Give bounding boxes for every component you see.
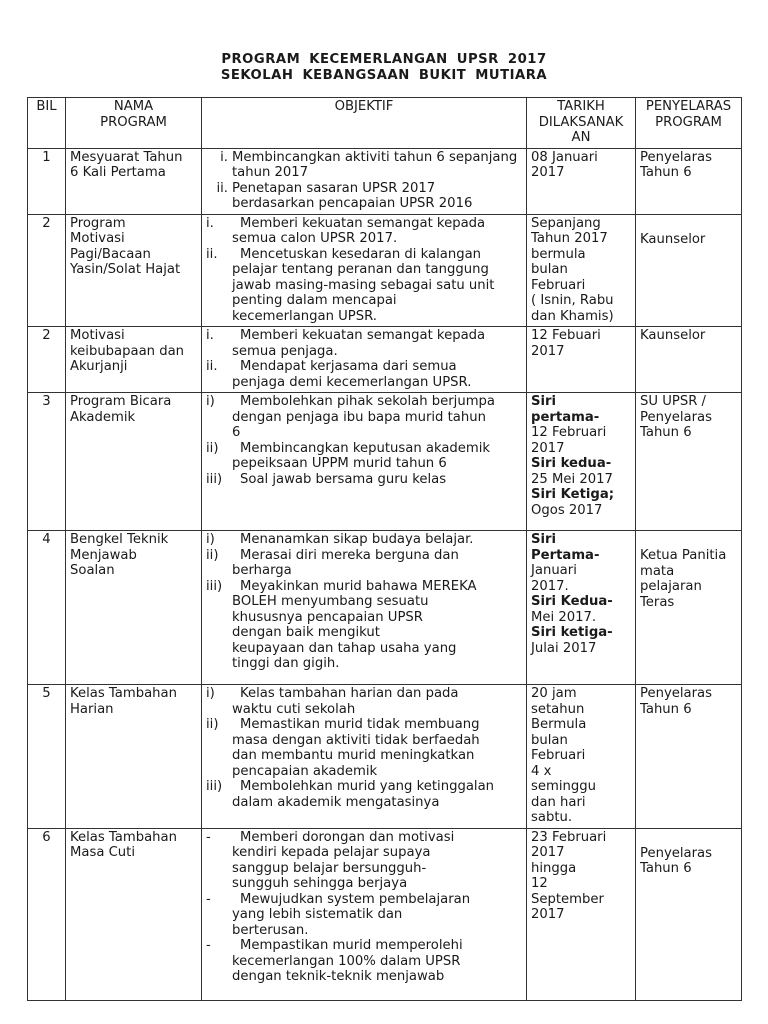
objective-line: Menanamkan sikap budaya belajar. (240, 532, 474, 547)
program-name-line: Menjawab (70, 547, 137, 563)
objective-line: yang lebih sistematik dan (232, 907, 403, 922)
date-line (531, 394, 631, 410)
header-penyelaras (636, 98, 742, 149)
date-line-bold: Siri kedua- (531, 456, 612, 471)
header-nama-line: NAMA (113, 99, 154, 114)
program-name-line: Program (70, 215, 126, 231)
cell-penyelaras (636, 685, 742, 829)
program-table (27, 97, 742, 1001)
coordinator-line: Ketua Panitia (640, 548, 727, 563)
objective-text (232, 359, 522, 390)
objective-marker: i. (220, 149, 228, 165)
table-header-row (28, 98, 742, 149)
cell-tarikh (527, 531, 636, 685)
objective-line: sanggup belajar bersungguh- (232, 860, 427, 876)
date-line: dan Khamis) (531, 308, 614, 324)
cell-bil: 4 (28, 531, 66, 685)
objective-item (206, 216, 522, 247)
cell-penyelaras (636, 531, 742, 685)
objective-line: 6 (232, 425, 241, 440)
objective-item (206, 532, 522, 548)
date-line: September (531, 891, 604, 907)
date-line: hingga (531, 860, 577, 876)
coordinator-line: mata (640, 563, 675, 579)
cell-objektif (202, 531, 527, 685)
objective-text (232, 579, 522, 672)
date-line (531, 548, 631, 564)
date-line-bold: Siri Ketiga; (531, 487, 615, 502)
header-nama-program (66, 98, 202, 149)
objective-line: Soal jawab bersama guru kelas (240, 471, 447, 487)
objective-line: Memberi kekuatan semangat kepada (240, 215, 486, 231)
coordinator-line: Penyelaras (640, 149, 712, 165)
header-tarikh-line: AN (571, 130, 591, 145)
objective-line: Membolehkan pihak sekolah berjumpa (240, 394, 495, 409)
objective-marker: ii) (206, 717, 219, 732)
cell-nama-program (66, 327, 202, 393)
date-line: seminggu (531, 779, 596, 794)
objective-line: Memberi kekuatan semangat kepada (240, 328, 486, 343)
objective-text (232, 216, 522, 247)
objective-line: Penetapan sasaran UPSR 2017 (232, 180, 436, 196)
objective-line: berdasarkan pencapaian UPSR 2016 (232, 196, 473, 211)
objective-marker: - (206, 891, 211, 907)
objective-text (232, 394, 522, 441)
objective-marker: ii. (216, 180, 228, 196)
objective-line: pencapaian akademik (232, 763, 378, 779)
objective-text (232, 328, 522, 359)
date-line: Mei 2017. (531, 609, 597, 625)
objective-line: kecemerlangan 100% dalam UPSR (232, 953, 461, 969)
cell-penyelaras (636, 214, 742, 327)
cell-bil: 1 (28, 148, 66, 214)
objective-item (206, 394, 522, 441)
objective-text (232, 532, 522, 548)
objective-line: Meyakinkan murid bahawa MEREKA (240, 578, 477, 594)
objective-text (232, 150, 522, 181)
objective-text (232, 548, 522, 579)
coordinator-line: SU UPSR / (640, 394, 706, 409)
date-line: bermula (531, 246, 586, 262)
cell-bil: 3 (28, 393, 66, 531)
objective-line: pepeiksaan UPPM murid tahun 6 (232, 456, 447, 471)
cell-penyelaras (636, 393, 742, 531)
cell-penyelaras (636, 327, 742, 393)
objective-line: Membolehkan murid yang ketinggalan (240, 779, 495, 794)
date-line-bold: pertama- (531, 409, 600, 425)
objective-marker: ii) (206, 547, 219, 563)
objective-line: keupayaan dan tahap usaha yang (232, 640, 457, 656)
objective-line: pelajar tentang peranan dan tanggung (232, 262, 489, 277)
header-tarikh-line: TARIKH (557, 99, 605, 114)
cell-objektif (202, 828, 527, 1000)
objective-item (206, 938, 522, 985)
date-line: 25 Mei 2017 (531, 471, 613, 487)
objective-line: dengan teknik-teknik menjawab (232, 969, 445, 984)
objective-line: penjaga demi kecemerlangan UPSR. (232, 374, 472, 390)
objective-marker: i) (206, 686, 215, 701)
objective-line: dengan baik mengikut (232, 625, 380, 640)
objective-text (232, 938, 522, 985)
objective-line: Mencetuskan kesedaran di kalangan (240, 246, 482, 262)
table-row (28, 327, 742, 393)
program-name-line: Motivasi (70, 231, 125, 246)
program-name-line: Kelas Tambahan (70, 829, 177, 845)
objective-marker: iii) (206, 471, 223, 487)
program-name-line: Mesyuarat Tahun (70, 149, 183, 165)
document-title: PROGRAM KECEMERLANGAN UPSR 2017 (221, 52, 547, 67)
date-line: Julai 2017 (531, 640, 597, 656)
date-line: bulan (531, 732, 568, 748)
objective-marker: i) (206, 394, 215, 409)
objective-item (206, 359, 522, 390)
date-line: 08 Januari (531, 149, 598, 165)
objective-item (206, 328, 522, 359)
cell-nama-program (66, 148, 202, 214)
date-line: sabtu. (531, 810, 573, 825)
objective-marker: - (206, 938, 211, 953)
date-line: Januari (531, 563, 577, 578)
coordinator-line: Penyelaras (640, 409, 712, 425)
objective-text (232, 181, 522, 212)
objective-marker: i. (206, 215, 214, 231)
objective-line: masa dengan aktiviti tidak berfaedah (232, 732, 480, 748)
objective-line: tinggi dan gigih. (232, 656, 340, 671)
cell-tarikh (527, 393, 636, 531)
program-name-line: Soalan (70, 563, 115, 578)
objective-marker: ii) (206, 440, 219, 456)
date-line: Bermula (531, 717, 587, 732)
objective-line: Mewujudkan system pembelajaran (240, 891, 471, 907)
date-line: bulan (531, 262, 568, 277)
program-name-line: 6 Kali Pertama (70, 165, 166, 180)
table-row (28, 531, 742, 685)
date-line: setahun (531, 701, 585, 717)
objective-line: Memastikan murid tidak membuang (240, 717, 480, 732)
program-name-line: Pagi/Bacaan (70, 246, 151, 262)
objective-line: dalam akademik mengatasinya (232, 794, 440, 810)
objective-line: jawab masing-masing sebagai satu unit (232, 277, 495, 293)
date-line (531, 456, 631, 472)
objective-marker: i) (206, 532, 215, 547)
date-line: 2017 (531, 165, 565, 180)
objective-text (232, 779, 522, 810)
coordinator-line: Penyelaras (640, 686, 712, 701)
date-line-bold: Siri (531, 394, 557, 409)
date-line: 12 Febuari (531, 328, 601, 343)
date-line: 2017. (531, 578, 569, 594)
objective-item (206, 247, 522, 325)
objective-text (232, 441, 522, 472)
cell-objektif (202, 327, 527, 393)
objective-text (232, 686, 522, 717)
program-name-line: Motivasi (70, 328, 125, 343)
coordinator-line: Penyelaras (640, 845, 712, 861)
cell-objektif (202, 393, 527, 531)
date-line: Sepanjang (531, 215, 601, 231)
coordinator-line: Kaunselor (640, 231, 706, 247)
cell-bil: 2 (28, 214, 66, 327)
objective-item (206, 441, 522, 472)
cell-bil: 2 (28, 327, 66, 393)
coordinator-line: Teras (640, 594, 675, 610)
objective-line: Mendapat kerjasama dari semua (240, 359, 457, 374)
objective-marker: iii) (206, 578, 223, 594)
objective-item (206, 830, 522, 892)
objective-item (206, 717, 522, 779)
date-line (531, 410, 631, 426)
date-line: Februari (531, 277, 586, 293)
header-nama-line: PROGRAM (100, 114, 167, 130)
header-penyelaras-line: PROGRAM (655, 114, 722, 130)
objective-line: Memberi dorongan dan motivasi (240, 829, 455, 845)
date-line: 20 jam (531, 686, 577, 701)
program-name-line: Kelas Tambahan (70, 686, 177, 701)
date-line-bold: Siri ketiga- (531, 625, 613, 640)
program-name-line: Masa Cuti (70, 845, 136, 860)
objective-line: berterusan. (232, 922, 309, 938)
objective-line: berharga (232, 563, 292, 578)
objective-text (232, 472, 522, 488)
date-line-bold: Siri (531, 532, 557, 547)
header-tarikh-line: DILAKSANAK (538, 114, 624, 130)
header-bil: BIL (28, 98, 66, 149)
date-line: 23 Februari (531, 829, 607, 845)
objective-item (206, 892, 522, 939)
objective-line: Mempastikan murid memperolehi (240, 938, 463, 953)
objective-text (232, 892, 522, 939)
date-line: Februari (531, 748, 586, 763)
objective-line: BOLEH menyumbang sesuatu (232, 594, 429, 609)
program-name-line: Bengkel Teknik (70, 532, 169, 547)
table-row (28, 685, 742, 829)
date-line: Tahun 2017 (531, 231, 608, 246)
date-line: 12 (531, 876, 548, 891)
program-name-line: Akurjanji (70, 359, 128, 374)
objective-item (206, 150, 522, 181)
cell-nama-program (66, 531, 202, 685)
header-tarikh (527, 98, 636, 149)
date-line (531, 532, 631, 548)
table-row (28, 214, 742, 327)
date-line: 2017 (531, 845, 565, 860)
objective-item (206, 686, 522, 717)
header-penyelaras-line: PENYELARAS (645, 99, 732, 114)
objective-line: tahun 2017 (232, 165, 309, 180)
objective-item (206, 779, 522, 810)
cell-bil: 6 (28, 828, 66, 1000)
cell-objektif (202, 148, 527, 214)
objective-line: dan membantu murid meningkatkan (232, 748, 475, 763)
date-line: dan hari (531, 794, 586, 810)
date-line-bold: Siri Kedua- (531, 594, 613, 609)
date-line: 2017 (531, 907, 565, 922)
date-line (531, 487, 631, 503)
coordinator-line: pelajaran (640, 579, 702, 594)
objective-marker: ii. (206, 359, 218, 374)
date-line: 4 x (531, 763, 552, 779)
date-line: 2017 (531, 440, 565, 456)
cell-nama-program (66, 828, 202, 1000)
coordinator-line: Tahun 6 (640, 701, 692, 717)
cell-tarikh (527, 327, 636, 393)
objective-item (206, 548, 522, 579)
objective-line: sungguh sehingga berjaya (232, 876, 408, 891)
document-subtitle: SEKOLAH KEBANGSAAN BUKIT MUTIARA (220, 68, 548, 83)
coordinator-line: Tahun 6 (640, 165, 692, 180)
header-objektif: OBJEKTIF (202, 98, 527, 149)
cell-nama-program (66, 685, 202, 829)
coordinator-line: Kaunselor (640, 328, 706, 343)
objective-line: penting dalam mencapai (232, 293, 397, 308)
objective-line: khususnya pencapaian UPSR (232, 609, 423, 625)
table-row (28, 148, 742, 214)
objective-text (232, 830, 522, 892)
objective-line: waktu cuti sekolah (232, 701, 356, 717)
objective-text (232, 717, 522, 779)
objective-marker: iii) (206, 779, 223, 794)
table-row (28, 828, 742, 1000)
objective-line: Membincangkan aktiviti tahun 6 sepanjang (232, 149, 518, 165)
cell-nama-program (66, 214, 202, 327)
cell-penyelaras (636, 828, 742, 1000)
date-line: 12 Februari (531, 425, 607, 440)
cell-tarikh (527, 214, 636, 327)
objective-item (206, 472, 522, 488)
coordinator-line: Tahun 6 (640, 861, 692, 876)
cell-tarikh (527, 828, 636, 1000)
objective-item (206, 579, 522, 672)
cell-tarikh (527, 685, 636, 829)
date-line (531, 594, 631, 610)
date-line: ( Isnin, Rabu (531, 293, 614, 308)
coordinator-line: Tahun 6 (640, 425, 692, 440)
cell-tarikh (527, 148, 636, 214)
objective-line: semua penjaga. (232, 343, 338, 359)
cell-bil: 5 (28, 685, 66, 829)
objective-item (206, 181, 522, 212)
date-line-bold: Pertama- (531, 547, 600, 563)
objective-line: kendiri kepada pelajar supaya (232, 845, 431, 860)
objective-line: Kelas tambahan harian dan pada (240, 686, 459, 701)
cell-objektif (202, 214, 527, 327)
program-name-line: Harian (70, 701, 114, 717)
objective-line: kecemerlangan UPSR. (232, 308, 377, 324)
cell-penyelaras (636, 148, 742, 214)
program-name-line: keibubapaan dan (70, 343, 185, 359)
objective-line: Membincangkan keputusan akademik (240, 440, 491, 456)
objective-marker: - (206, 829, 211, 845)
date-line: 2017 (531, 343, 565, 359)
objective-marker: i. (206, 328, 214, 343)
date-line: Ogos 2017 (531, 502, 603, 518)
program-name-line: Program Bicara (70, 394, 172, 409)
cell-objektif (202, 685, 527, 829)
objective-line: Merasai diri mereka berguna dan (240, 547, 459, 563)
objective-line: semua calon UPSR 2017. (232, 231, 398, 246)
objective-marker: ii. (206, 246, 218, 262)
program-name-line: Yasin/Solat Hajat (70, 262, 181, 277)
objective-line: dengan penjaga ibu bapa murid tahun (232, 409, 486, 425)
program-name-line: Akademik (70, 409, 136, 425)
cell-nama-program (66, 393, 202, 531)
objective-text (232, 247, 522, 325)
table-row (28, 393, 742, 531)
date-line (531, 625, 631, 641)
